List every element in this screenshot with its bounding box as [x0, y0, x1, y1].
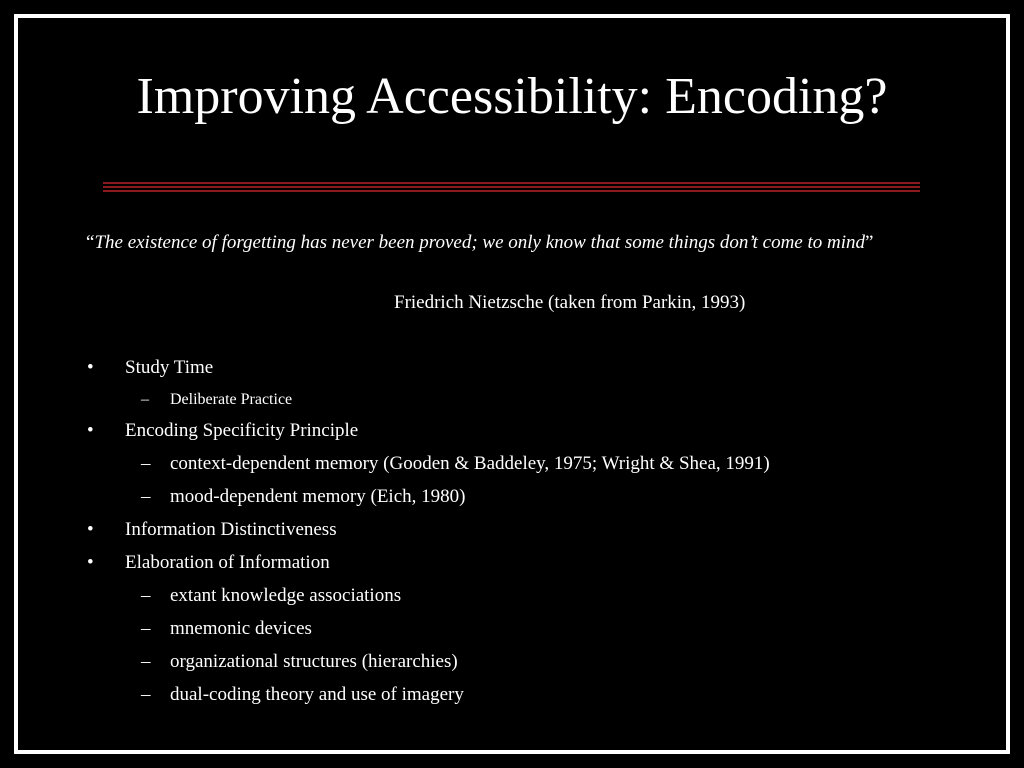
sub-bullet-item — [0, 450, 1024, 483]
sub-bullet-label: dual-coding theory and use of imagery — [170, 684, 464, 705]
dash-icon: – — [141, 684, 151, 705]
bullet-item — [0, 549, 1024, 582]
sub-bullet-item — [0, 648, 1024, 681]
sub-bullet-label: organizational structures (hierarchies) — [170, 651, 458, 672]
dash-icon: – — [141, 651, 151, 672]
dash-icon: – — [141, 453, 151, 474]
dash-icon: – — [141, 486, 151, 507]
bullet-list — [0, 354, 1024, 714]
bullet-icon: • — [87, 519, 94, 540]
quote-block — [86, 230, 916, 256]
bullet-label: Information Distinctiveness — [125, 519, 337, 540]
dash-icon: – — [141, 618, 151, 639]
sub-bullet-item — [0, 582, 1024, 615]
dash-icon: – — [141, 391, 149, 408]
bullet-icon: • — [87, 552, 94, 573]
sub-bullet-label: context-dependent memory (Gooden & Baddeley, 1975; Wright & Shea, 1991) — [170, 453, 770, 474]
sub-bullet-label: extant knowledge associations — [170, 585, 402, 606]
bullet-label: Encoding Specificity Principle — [125, 420, 359, 441]
sub-bullet-item — [0, 483, 1024, 516]
title-divider — [103, 186, 920, 188]
bullet-label: Elaboration of Information — [125, 552, 330, 573]
dash-icon: – — [141, 585, 151, 606]
bullet-icon: • — [87, 357, 94, 378]
sub-bullet-label: mood-dependent memory (Eich, 1980) — [170, 486, 466, 507]
sub-bullet-item — [0, 615, 1024, 648]
quote-attribution: Friedrich Nietzsche (taken from Parkin, 1993) — [394, 292, 746, 313]
sub-bullet-label: mnemonic devices — [170, 618, 312, 639]
close-quote-mark: ” — [865, 232, 874, 253]
sub-bullet-item — [0, 681, 1024, 714]
title-divider — [103, 190, 920, 192]
sub-bullet-label: Deliberate Practice — [170, 391, 293, 408]
bullet-item — [0, 354, 1024, 387]
open-quote-mark: “ — [86, 232, 95, 253]
slide-title: Improving Accessibility: Encoding? — [136, 68, 888, 125]
quote-text — [86, 230, 916, 256]
bullet-item — [0, 516, 1024, 549]
quote-body: The existence of forgetting has never been proved; we only know that some things don’t come to mind — [94, 232, 866, 253]
bullet-label: Study Time — [125, 357, 214, 378]
sub-bullet-item — [0, 387, 1024, 417]
title-divider — [103, 182, 920, 184]
bullet-icon: • — [87, 420, 94, 441]
bullet-item — [0, 417, 1024, 450]
